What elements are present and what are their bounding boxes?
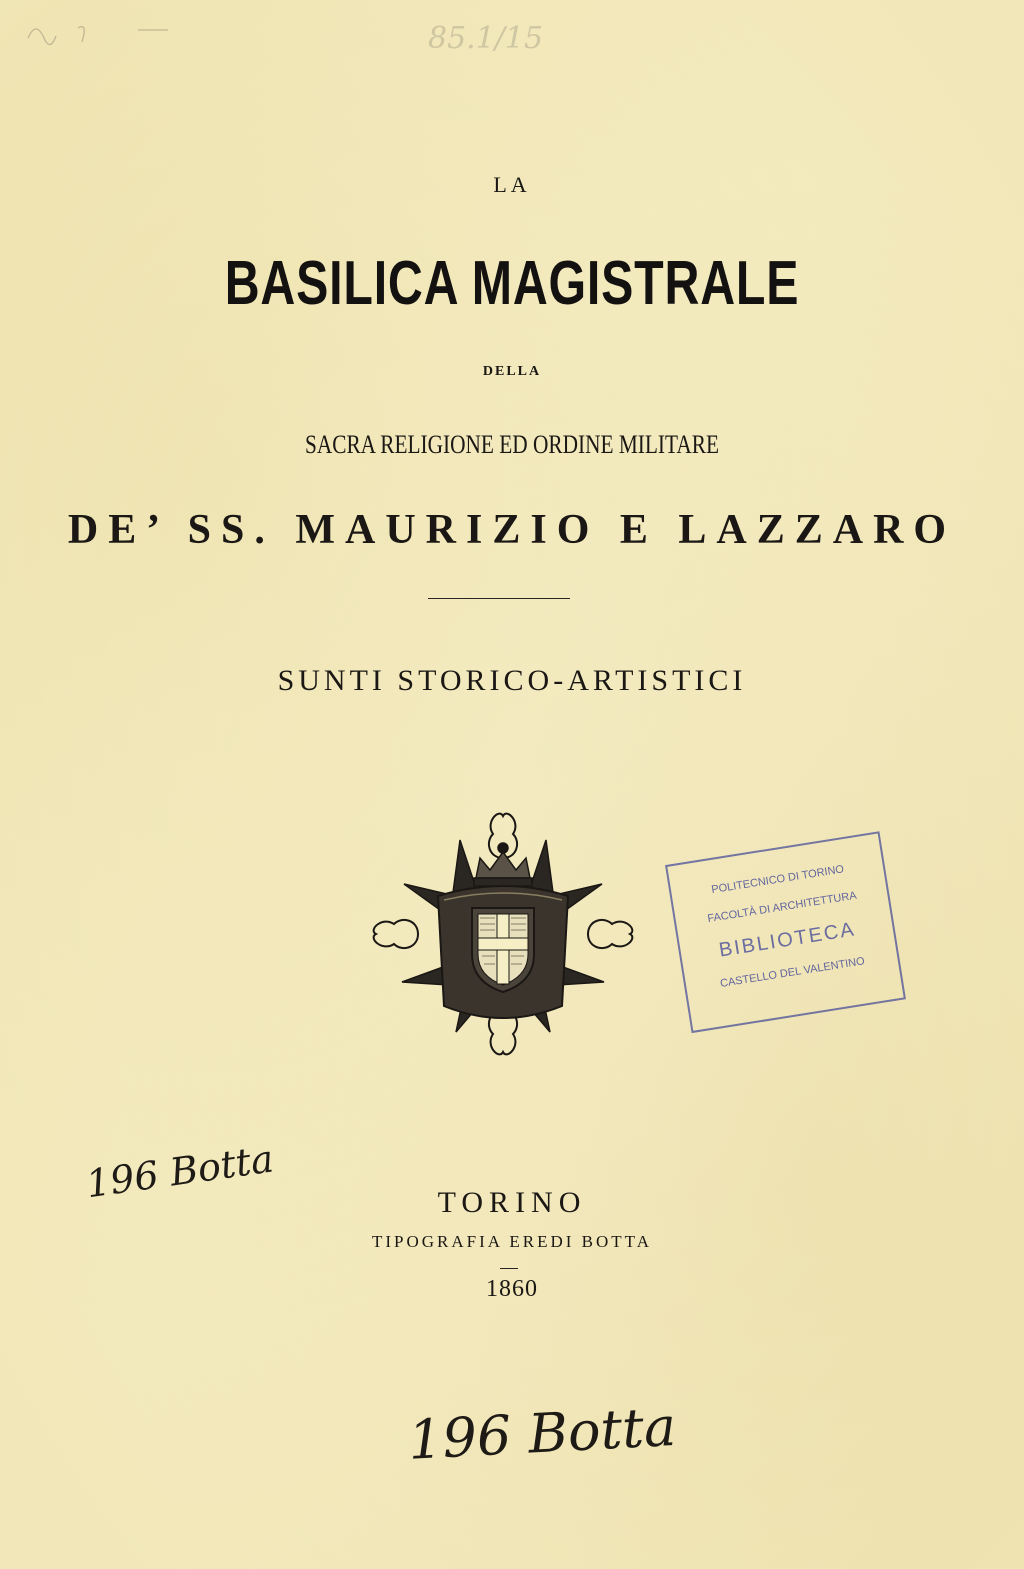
pencil-shelfmark	[18, 8, 578, 68]
title-article: LA	[493, 172, 531, 197]
imprint-year: 1860	[486, 1276, 538, 1302]
stamp-line-1: POLITECNICO DI TORINO	[710, 863, 845, 897]
imprint-city: TORINO	[437, 1186, 587, 1219]
handwritten-shelfmark-middle-text: 196 Botta	[83, 1136, 277, 1207]
imprint-dash	[500, 1268, 518, 1269]
order-emblem-icon	[372, 800, 634, 1068]
stamp-line-3: BIBLIOTECA	[717, 918, 858, 962]
title-subheading: SUNTI STORICO-ARTISTICI	[277, 664, 747, 697]
title-subtitle: SACRA RELIGIONE ED ORDINE MILITARE	[304, 430, 719, 459]
page-title: BASILICA MAGISTRALE	[224, 249, 800, 318]
stamp-line-2: FACOLTÀ DI ARCHITETTURA	[706, 889, 858, 926]
handwritten-shelfmark-bottom	[400, 1382, 690, 1478]
imprint-printer: TIPOGRAFIA EREDI BOTTA	[372, 1232, 652, 1251]
library-stamp	[665, 798, 905, 1028]
title-divider	[428, 598, 570, 599]
title-saints: DE’ SS. MAURIZIO E LAZZARO	[67, 507, 957, 553]
handwritten-shelfmark-bottom-text: 196 Botta	[406, 1394, 678, 1472]
stamp-line-4: CASTELLO DEL VALENTINO	[719, 955, 866, 990]
title-connector: DELLA	[482, 364, 542, 379]
pencil-shelfmark-text: 85.1/15	[428, 21, 544, 56]
